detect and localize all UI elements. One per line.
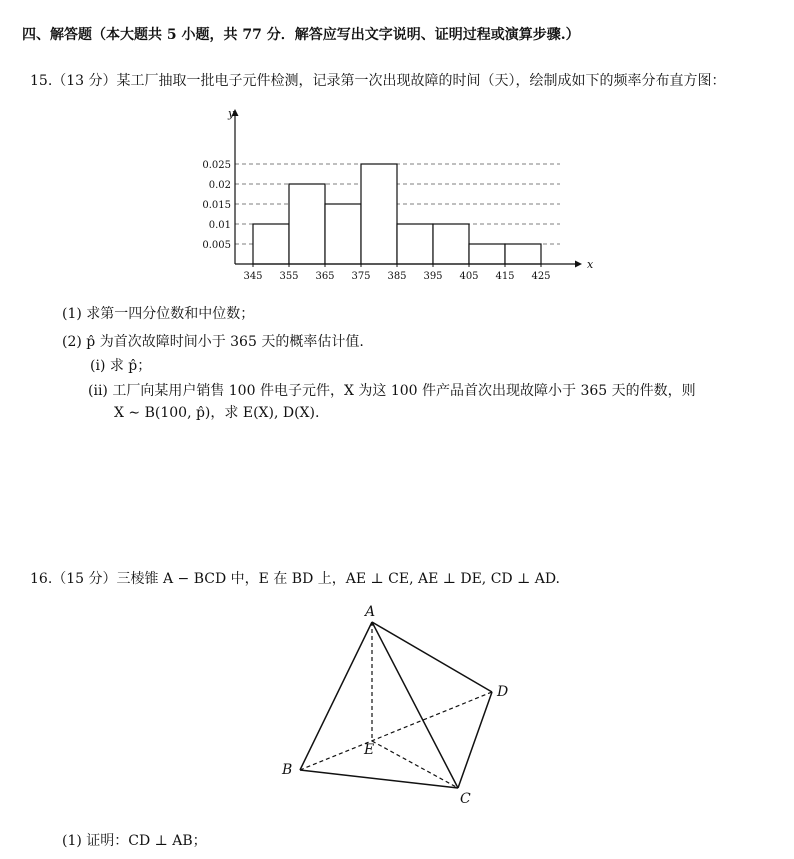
x-tick-label: 425 <box>531 271 551 282</box>
y-tick-label: 0.02 <box>208 180 231 191</box>
point-label-E: E <box>364 742 375 758</box>
point-label-C: C <box>460 791 471 807</box>
x-tick-label: 365 <box>315 271 335 282</box>
tetrahedron-figure <box>270 596 530 816</box>
q15-stem: 15.（13 分）某工厂抽取一批电子元件检测，记录第一次出现故障的时间（天），绘制成如下的频率分布直方图： <box>30 73 726 89</box>
histogram-bar <box>253 224 289 264</box>
edge-AB <box>300 622 375 770</box>
histogram-bar <box>469 244 505 264</box>
point-label-D: D <box>497 684 509 700</box>
q15-part1: (1) 求第一四分位数和中位数； <box>62 306 255 322</box>
x-axis-label: x <box>587 258 594 271</box>
histogram-bar <box>289 184 325 264</box>
edge-BC <box>300 770 458 788</box>
y-tick-label: 0.015 <box>202 200 231 211</box>
q16-part1: (1) 证明：CD ⊥ AB； <box>62 833 207 849</box>
x-tick-label: 415 <box>495 271 515 282</box>
q15-part2: (2) p̂ 为首次故障时间小于 365 天的概率估计值. <box>62 334 364 350</box>
section-header: 四、解答题（本大题共 5 小题，共 77 分．解答应写出文字说明、证明过程或演算步骤.） <box>22 27 580 43</box>
y-axis-label: y <box>228 107 235 120</box>
histogram-bar <box>325 204 361 264</box>
q15-sub-ii-line2: X ∼ B(100, p̂)，求 E(X), D(X). <box>114 405 320 421</box>
y-tick-label: 0.005 <box>202 240 231 251</box>
edge-BD <box>300 692 492 770</box>
histogram-chart <box>190 104 600 284</box>
y-tick-label: 0.025 <box>202 160 231 171</box>
x-tick-label: 405 <box>459 271 479 282</box>
x-axis-arrow <box>575 261 582 268</box>
point-label-B: B <box>282 762 293 778</box>
edge-CD <box>458 692 492 788</box>
q15-sub-i: (i) 求 p̂； <box>90 358 152 374</box>
histogram-bar <box>505 244 541 264</box>
histogram-bar <box>397 224 433 264</box>
q16-stem: 16.（15 分）三棱锥 A − BCD 中，E 在 BD 上，AE ⊥ CE, AE ⊥ DE, CD ⊥ AD. <box>30 571 560 587</box>
x-tick-label: 375 <box>351 271 371 282</box>
q15-sub-ii-line1: (ii) 工厂向某用户销售 100 件电子元件，X 为这 100 件产品首次出现故障小于 365 天的件数，则 <box>88 383 696 399</box>
point-label-A: A <box>365 604 376 620</box>
x-tick-label: 355 <box>279 271 299 282</box>
x-tick-label: 395 <box>423 271 443 282</box>
y-tick-label: 0.01 <box>208 220 231 231</box>
x-tick-label: 345 <box>243 271 263 282</box>
histogram-bar <box>433 224 469 264</box>
x-tick-label: 385 <box>387 271 407 282</box>
histogram-bar <box>361 164 397 264</box>
